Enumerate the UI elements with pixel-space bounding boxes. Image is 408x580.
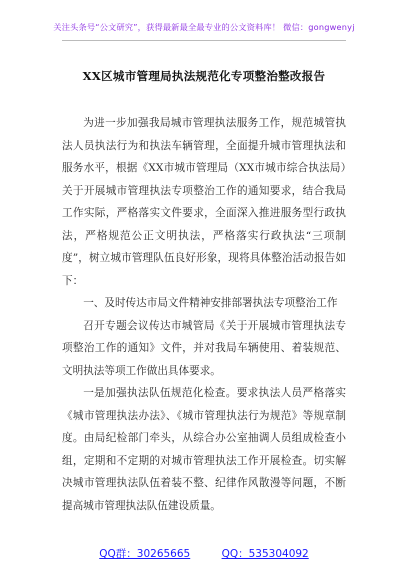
- paragraph-intro: 为进一步加强我局城市管理执法服务工作，规范城管执法人员执法行为和执法车辆管理，全面提升城市管理执法和服务水平，根据《XX市城市管理局（XX市城市综合执法局）关于开展城市管理执法专项整治工作的通知要求，结合我局工作实际，严格落实文件要求，全面深入推进服务型行政执法，严格规范公正文明执法，严格落实行政执法“三项制度”，树立城市管理队伍良好形象，现将具体整治活动报告如下：: [62, 117, 346, 287]
- paragraph-meeting: 召开专题会议传达市城管局《关于开展城市管理执法专项整治工作的通知》文件，并对我局车辆使用、着装规范、文明执法等项工作做出具体要求。: [62, 319, 346, 377]
- footer-qq[interactable]: QQ：535304092: [221, 548, 309, 560]
- document-body: [62, 112, 346, 517]
- footer-contact: [0, 546, 408, 561]
- section-heading-1: 一、及时传达市局文件精神安排部署执法专项整治工作: [83, 297, 338, 309]
- header-banner: 关注头条号“公文研究”，获得最新最全最专业的公文资料库！ 微信：gongwenyj: [53, 22, 355, 32]
- footer-qq-group[interactable]: QQ群：30265665: [99, 548, 191, 560]
- paragraph-inspection: 一是加强执法队伍规范化检查。要求执法人员严格落实《城市管理执法办法》、《城市管理执法行为规范》等规章制度。由局纪检部门牵头，从综合办公室抽调人员组成检查小组，定期和不定期的对城市管理执法工作开展检查。切实解决城市管理执法队伍着装不整、纪律作风散漫等问题，不断提高城市管理执法队伍建设质量。: [62, 387, 346, 512]
- header-divider: [62, 40, 346, 41]
- document-title: XX区城市管理局执法规范化专项整治整改报告: [82, 69, 326, 83]
